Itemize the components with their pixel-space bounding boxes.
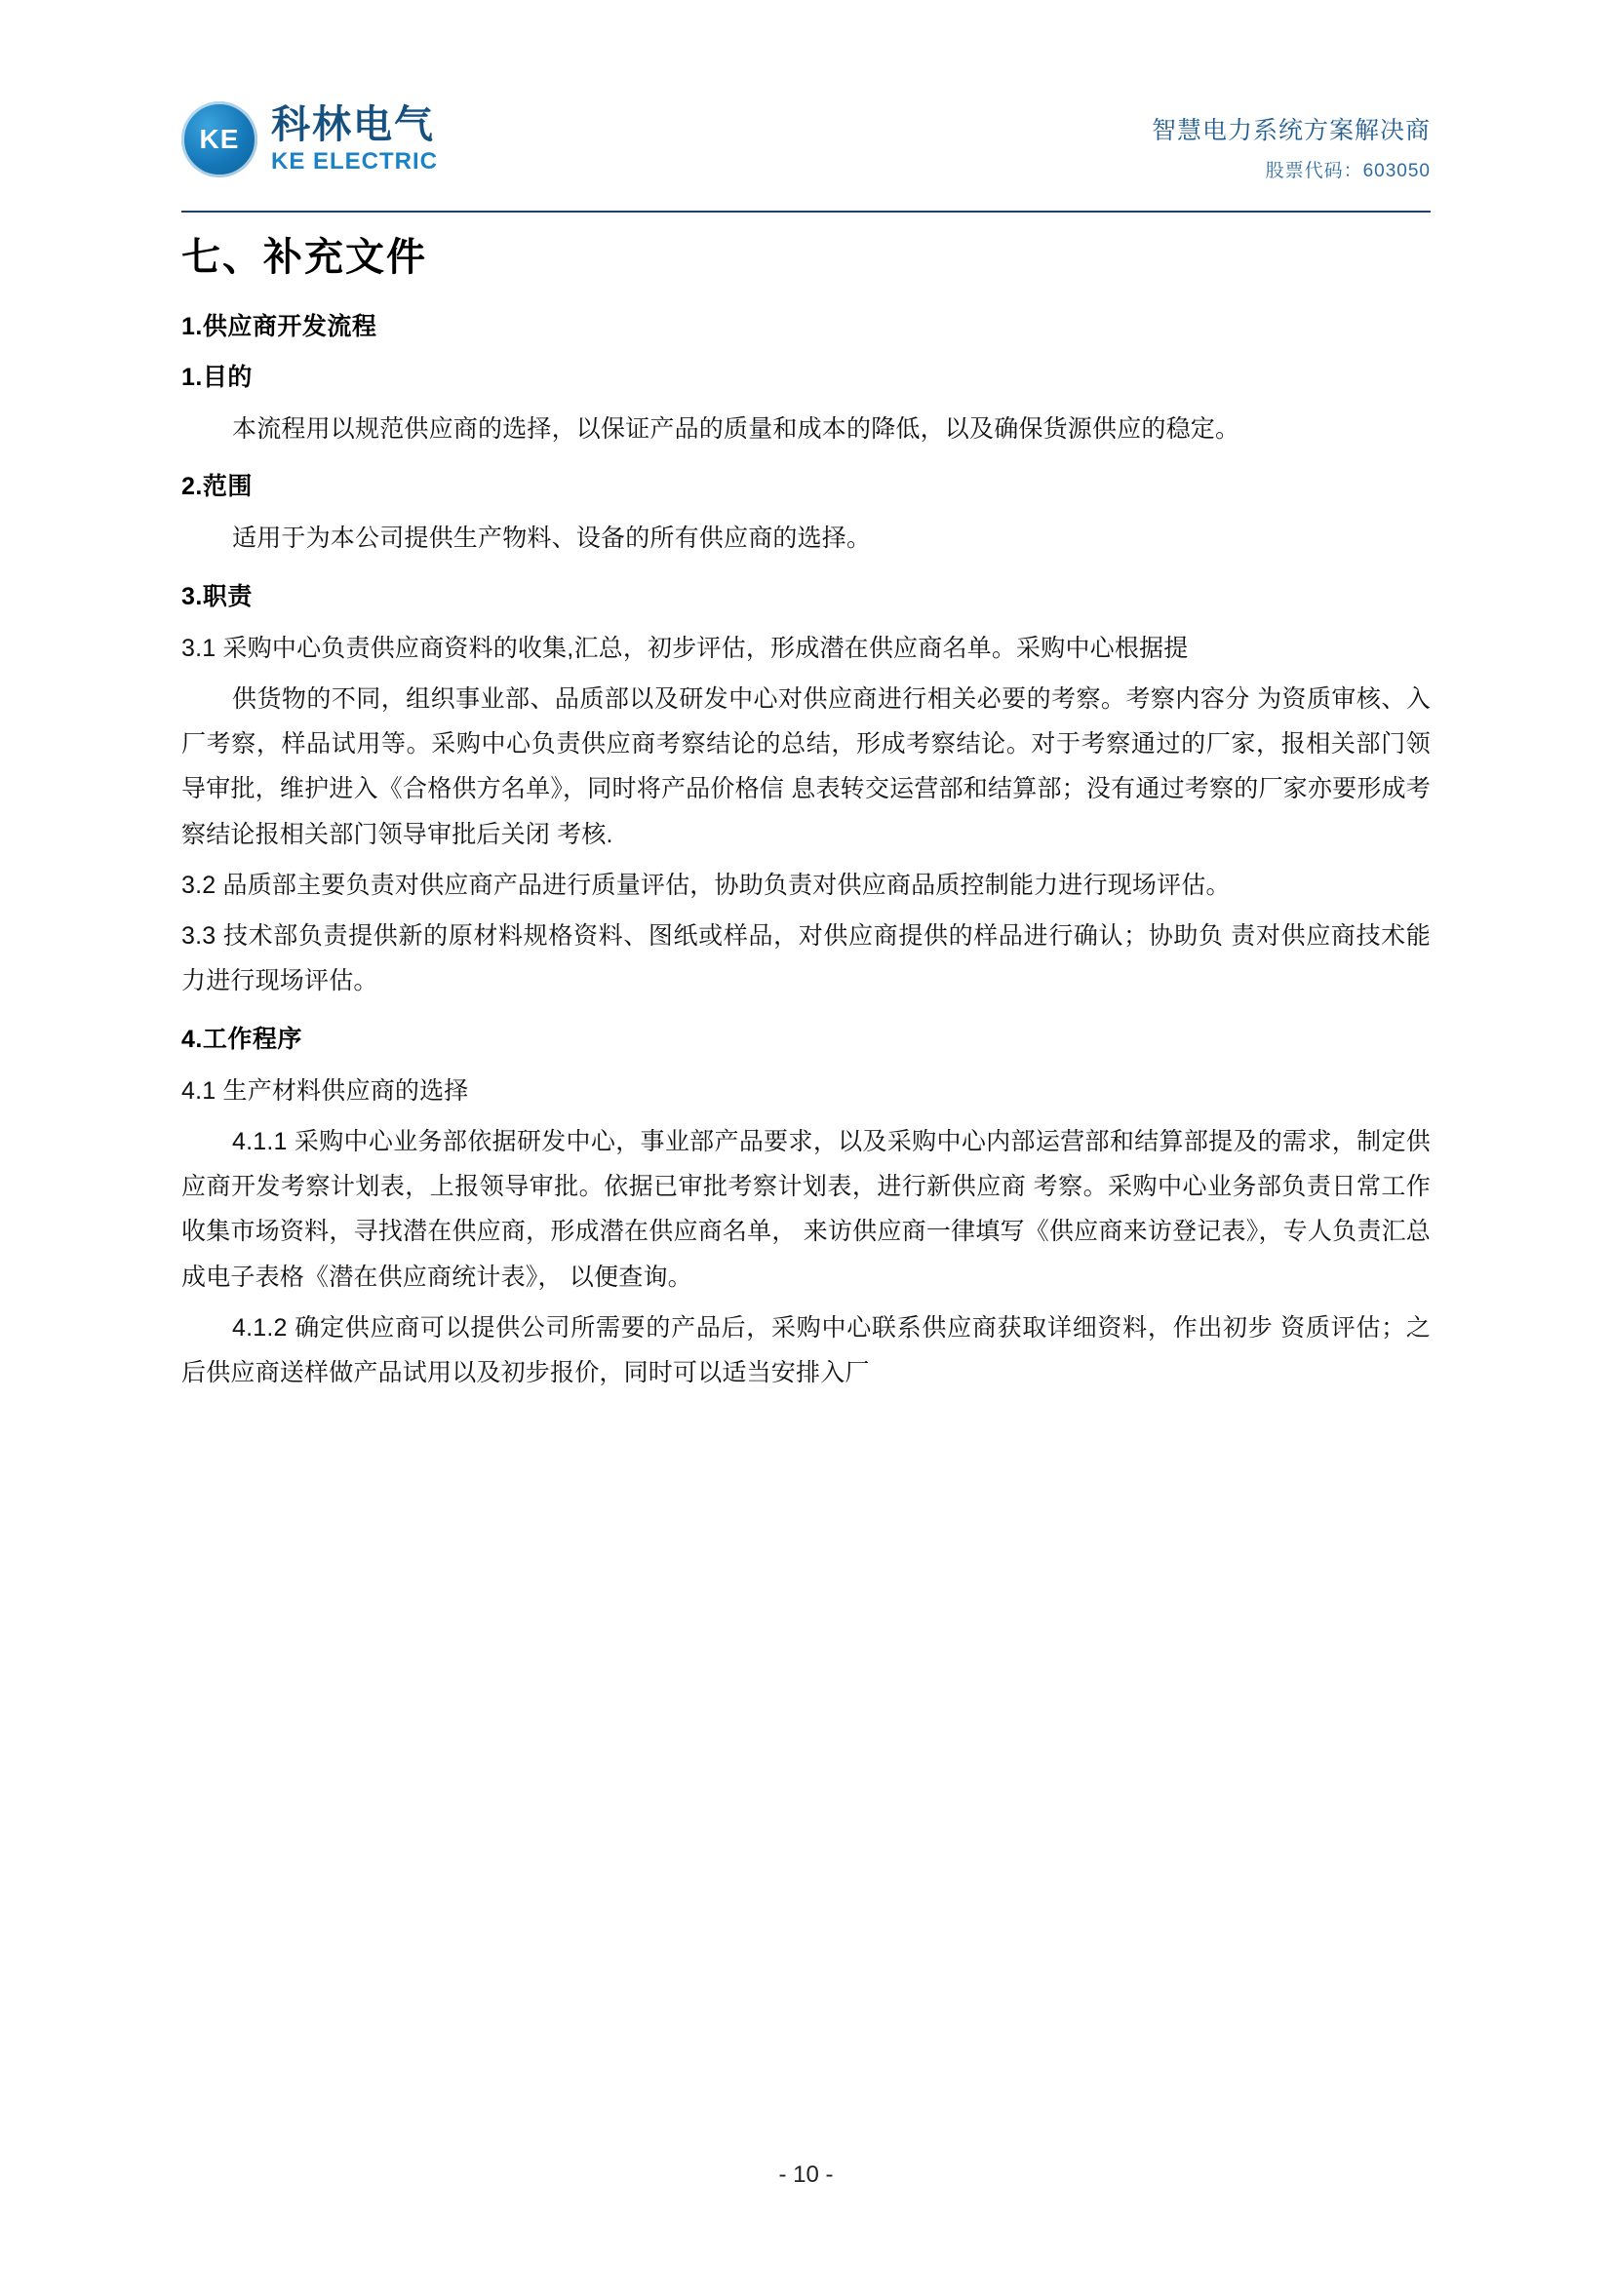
paragraph-3-1-continued: 供货物的不同，组织事业部、品质部以及研发中心对供应商进行相关必要的考察。考察内容分 为资质审核、入厂考察，样品试用等。采购中心负责供应商考察结论的总结，形成考察结论。对于考察通过的厂家，报相关部门领导审批，维护进入《合格供方名单》，同时将产品价格信 息表转交运营部和结算部；没有通过考察的厂家亦要形成考察结论报相关部门领导审批后关闭 考核. [181,684,1432,848]
paragraph-purpose: 本流程用以规范供应商的选择，以保证产品的质量和成本的降低，以及确保货源供应的稳定。 [232,415,1240,443]
paragraph-3-3: 3.3 技术部负责提供新的原材料规格资料、图纸或样品，对供应商提供的样品进行确认；协助负 责对供应商技术能力进行现场评估。 [181,922,1431,995]
header-tagline-block [1152,94,1431,182]
paragraph-3-1: 3.1 采购中心负责供应商资料的收集,汇总，初步评估，形成潜在供应商名单。采购中心根据提 [181,634,1189,662]
company-slogan: 智慧电力系统方案解决商 [1151,117,1431,144]
stock-code: 股票代码：603050 [1265,161,1431,181]
heading-purpose: 1.目的 [181,364,253,391]
heading-scope: 2.范围 [181,473,253,501]
page-number: - 10 - [778,2161,834,2188]
page-footer [0,2161,1612,2189]
ke-logo-icon [181,101,257,177]
logo-chinese-name: 科林电气 [271,103,435,147]
paragraph-3-2: 3.2 品质部主要负责对供应商产品进行质量评估，协助负责对供应商品质控制能力进行现场评估。 [181,871,1231,899]
page-title: 七、补充文件 [181,236,427,279]
paragraph-4-1-2: 4.1.2 确定供应商可以提供公司所需要的产品后，采购中心联系供应商获取详细资料，作出初步 资质评估；之后供应商送样做产品试用以及初步报价，同时可以适当安排入厂 [181,1313,1431,1386]
logo-mark-text: KE [199,124,240,154]
company-logo [181,94,438,177]
logo-english-name: KE ELECTRIC [271,148,439,175]
paragraph-4-1-1: 4.1.1 采购中心业务部依据研发中心，事业部产品要求，以及采购中心内部运营部和结算部提及的需求，制定供应商开发考察计划表，上报领导审批。依据已审批考察计划表，进行新供应商 考察。采购中心业务部负责日常工作收集市场资料，寻找潜在供应商，形成潜在供应商名单， 来访供应商一律填写《供应商来访登记表》，专人负责汇总成电子表格《潜在供应商统计表》， 以便查询。 [181,1127,1431,1291]
paragraph-scope: 适用于为本公司提供生产物料、设备的所有供应商的选择。 [232,525,872,553]
heading-duty: 3.职责 [181,582,253,610]
heading-work-procedure: 4.工作程序 [181,1025,302,1053]
logo-wordmark [271,104,438,174]
page-header [181,94,1431,213]
document-body [181,226,1431,1401]
paragraph-4-1: 4.1 生产材料供应商的选择 [181,1076,469,1105]
heading-supplier-development: 1.供应商开发流程 [181,313,377,340]
